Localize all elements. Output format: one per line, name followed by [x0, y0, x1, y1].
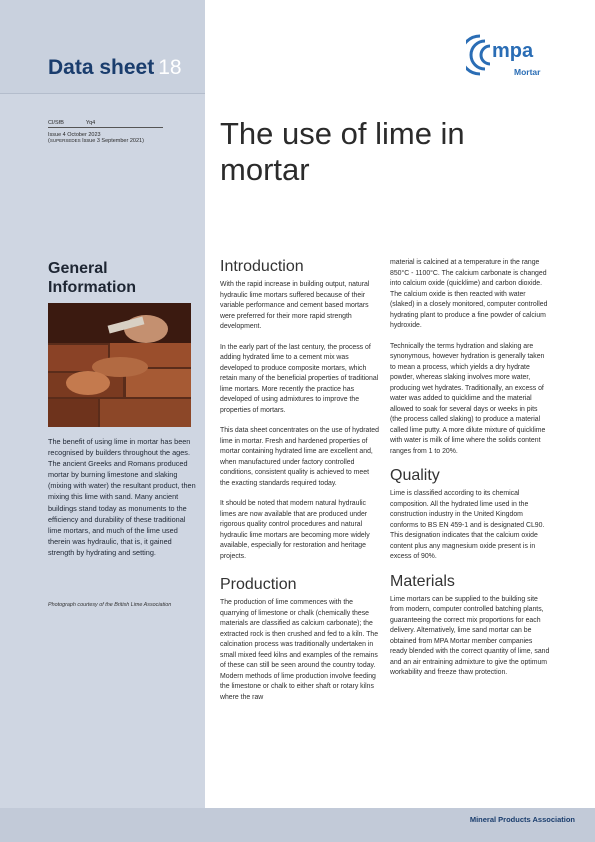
- introduction-paragraph-3: This data sheet concentrates on the use of hydrated lime in mortar. Fresh and hardened properties of mortar containing hydrated lime are excellent and, when manufactured under factory controlled conditions, consistent quality is achieved to meet the exacting standards required today.: [220, 427, 379, 487]
- column-right: [390, 258, 550, 689]
- introduction-heading: Introduction: [220, 258, 304, 275]
- materials-heading: Materials: [390, 572, 455, 590]
- introduction-paragraph-4: It should be noted that modern natural hydraulic limes are now available that are produced under rigorous quality control procedures and natural hydraulic lime mortars are becoming more widely available, especially for restoration and heritage projects.: [220, 500, 370, 560]
- meta-code2: Yq4: [85, 120, 96, 126]
- production-heading: Production: [220, 576, 297, 593]
- column-middle: [220, 258, 380, 713]
- introduction-paragraph-1: With the rapid increase in building output, natural hydraulic lime mortars suffered because of their variable performance and cement based mortars were preferred for their more rapid strength development.: [220, 281, 370, 330]
- production-paragraph-1: The production of lime commences with the quarrying of limestone or chalk (chemically these materials are classified as calcium carbonate); the extracted rock is then crushed and fed to a kiln. The calcination process was traditionally undertaken in small mixed feed kilns and examples of the remains of these can still be seen around the country today. Modern methods of lime production involve feeding the limestone or chalk to either shaft or rotary kilns where the raw: [220, 599, 379, 701]
- mpa-mortar-logo: [466, 30, 576, 80]
- quality-heading: Quality: [390, 467, 440, 484]
- general-info-body: The benefit of using lime in mortar has been recognised by builders throughout the ages. The ancient Greeks and Romans produced mortar by burning limestone and slaking (mixing with water) the resultant product, then mixing this lime with sand. Many ancient buildings stand today as monuments to the efficiency and durability of these traditional lime mortars, and much of the lime used therein was hydraulic, that is, it gained strength by hydrating and setting.: [48, 437, 196, 557]
- datasheet-title: [48, 56, 182, 80]
- introduction-paragraph-2: In the early part of the last century, the process of adding hydrated lime to a cement mix was developed to produce composite mortars, which retain many of the beneficial properties of traditional lime mortars. More recently the practice has developed of using admixtures to improve the properties of mortars.: [220, 343, 379, 414]
- materials-paragraph: Lime mortars can be supplied to the building site from modern, computer controlled batching plants, guaranteeing the correct mix proportions for each delivery. Alternatively, lime sand mortar can be obtained from MPA Mortar member companies ready blended with the correct quantity of lime, sand and an air entraining admixture to give the optimum workability and freeze thaw protection.: [390, 595, 550, 676]
- meta-issue: Issue 4 October 2023: [48, 132, 101, 138]
- quality-paragraph: Lime is classified according to its chemical composition. All the hydrated lime used in the construction industry in the United Kingdom conforms to BS EN 459-1 and is designated CL90. This designation indicates that the calcium oxide content plus any magnesium oxide present is in excess of 90%.: [390, 490, 545, 560]
- general-info-heading: General Information: [48, 260, 136, 296]
- production-paragraph-3: Technically the terms hydration and slaking are synonymous, however hydration is generally taken to mean a process, which yields a dry hydrate powder, whereas slaking involves more water, producing wet hydrates. Traditionally, an excess of water was added to quicklime and the material allowed to soak for several days or weeks in pits (the process called slaking) to produce a material called lime putty. A more dilute mixture of quicklime with water is milk of lime where the solids content ranges from 1 to 20%.: [390, 342, 546, 455]
- footer-band: [0, 808, 595, 842]
- meta-supersedes: Issue 3 September 2021: [82, 138, 143, 144]
- meta-code1: CI/SfB: [48, 120, 64, 126]
- meta-supersedes-label: SUPERSEDES: [49, 138, 81, 143]
- logo-sub: Mortar: [514, 67, 541, 77]
- datasheet-header-band: [0, 0, 205, 94]
- datasheet-number: 18: [158, 56, 182, 79]
- logo-brand: mpa: [492, 40, 534, 62]
- bricklaying-photo: [48, 303, 191, 427]
- meta-supersedes-line: (SUPERSEDES Issue 3 September 2021): [48, 138, 144, 144]
- photo-credit: Photograph courtesy of the British Lime Association: [48, 602, 172, 608]
- page-title: The use of lime in mortar: [220, 116, 465, 187]
- document-meta: [48, 120, 198, 144]
- production-paragraph-2: material is calcined at a temperature in the range 850°C - 1100°C. The calcium carbonate is changed into calcium oxide (quicklime) and carbon dioxide. The calcium oxide is then reacted with water (slaked) in a closely monitored, computer controlled hydrating plant to produce a fine powder of calcium hydroxide.: [390, 259, 548, 329]
- datasheet-label: Data sheet: [48, 56, 155, 79]
- footer-organisation: Mineral Products Association: [469, 815, 575, 824]
